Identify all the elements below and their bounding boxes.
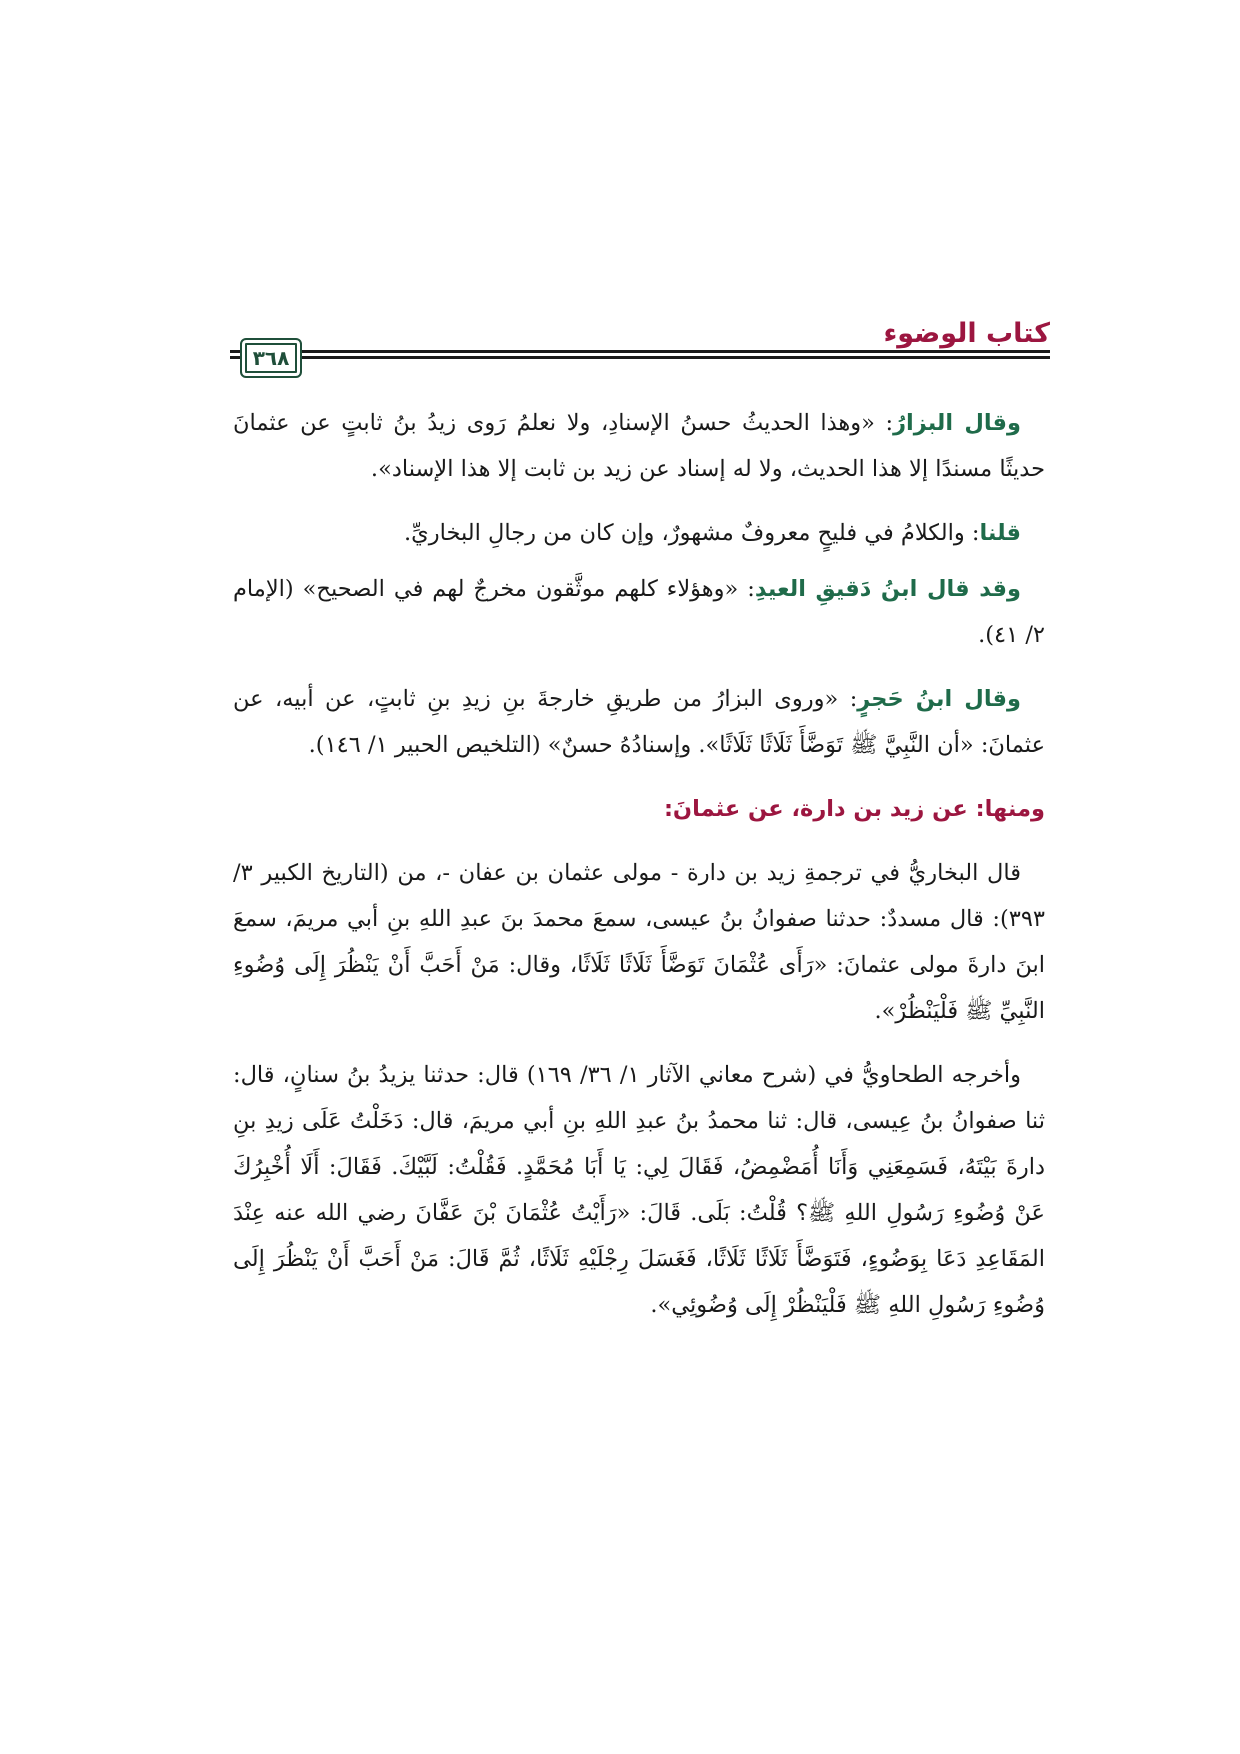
paragraph-text: والكلامُ في فليحٍ معروفٌ مشهورٌ، وإن كان من رجالِ البخاريِّ. [403, 520, 972, 546]
paragraph-text: «وهؤلاء كلهم موثَّقون مخرجٌ لهم في الصحيح» (الإمام ٢/ ٤١). [233, 576, 1045, 648]
page-body [233, 400, 1045, 1346]
paragraph-lead: وقد قال ابنُ دَقيقِ العيدِ [754, 576, 1021, 602]
paragraph-bazzar: وقال البزارُ: «وهذا الحديثُ حسنُ الإسنادِ، ولا نعلمُ رَوى زيدُ بنُ ثابتٍ عن عثمانَ حديثًا مسندًا إلا هذا الحديث، ولا له إسناد عن زيد بن ثابت إلا هذا الإسناد». [233, 410, 1045, 482]
paragraph-lead: قلنا [979, 520, 1021, 546]
paragraph-qulna: قلنا: والكلامُ في فليحٍ معروفٌ مشهورٌ، وإن كان من رجالِ البخاريِّ. [403, 520, 1021, 546]
page-number: ٣٦٨ [252, 346, 290, 370]
paragraph-bukhari: قال البخاريُّ في ترجمةِ زيد بن دارة - مولى عثمان بن عفان -، من (التاريخ الكبير ٣/ ٣٩٣): قال مسددٌ: حدثنا صفوانُ بنُ عيسى، سمعَ محمدَ بنَ عبدِ اللهِ بنِ أبي مريمَ، سمعَ ابنَ دارةَ مولى عثمانَ: «رَأَى عُثْمَانَ تَوَضَّأَ ثَلَاثًا ثَلَاثًا، وقال: مَنْ أَحَبَّ أَنْ يَنْظُرَ إِلَى وُضُوءِ النَّبِيِّ ﷺ فَلْيَنْظُرْ». [233, 860, 1045, 1024]
book-title: كتاب الوضوء [883, 318, 1050, 349]
paragraph-lead: وقال ابنُ حَجرٍ [857, 686, 1021, 712]
paragraph-ibn-daqiq: وقد قال ابنُ دَقيقِ العيدِ: «وهؤلاء كلهم موثَّقون مخرجٌ لهم في الصحيح» (الإمام ٢/ ٤١). [233, 576, 1045, 648]
paragraph-lead: وقال البزارُ [893, 410, 1022, 436]
section-heading: ومنها: عن زيد بن دارة، عن عثمانَ: [663, 796, 1045, 822]
page-number-frame [240, 338, 302, 378]
header-rule-top [270, 350, 1050, 353]
paragraph-tahawi: وأخرجه الطحاويُّ في (شرح معاني الآثار ١/ ٣٦/ ١٦٩) قال: حدثنا يزيدُ بنُ سنانٍ، قال: ثنا صفوانُ بنُ عِيسى، قال: ثنا محمدُ بنُ عبدِ اللهِ بنِ أبي مريمَ، قال: دَخَلْتُ عَلَى زيدِ بنِ دارةَ بَيْتَهُ، فَسَمِعَنِي وَأَنَا أُمَضْمِضُ، فَقَالَ لِي: يَا أَبَا مُحَمَّدٍ. فَقُلْتُ: لَبَّيْكَ. فَقَالَ: أَلَا أُخْبِرُكَ عَنْ وُضُوءِ رَسُولِ اللهِ ﷺ؟ قُلْتُ: بَلَى. قَالَ: «رَأَيْتُ عُثْمَانَ بْنَ عَفَّانَ رضي الله عنه عِنْدَ المَقَاعِدِ دَعَا بِوَضُوءٍ، فَتَوَضَّأَ ثَلَاثًا ثَلَاثًا، فَغَسَلَ رِجْلَيْهِ ثَلَاثًا، ثُمَّ قَالَ: مَنْ أَحَبَّ أَنْ يَنْظُرَ إِلَى وُضُوءِ رَسُولِ اللهِ ﷺ فَلْيَنْظُرْ إِلَى وُضُوئِي». [233, 1062, 1045, 1318]
header-rule-bottom [270, 356, 1050, 359]
paragraph-text: «وهذا الحديثُ حسنُ الإسنادِ، ولا نعلمُ رَوى زيدُ بنُ ثابتٍ عن عثمانَ حديثًا مسندًا إلا هذا الحديث، ولا له إسناد عن زيد بن ثابت إلا هذا الإسناد». [233, 410, 1045, 482]
running-header [230, 312, 1050, 370]
paragraph-ibn-hajar: وقال ابنُ حَجرٍ: «وروى البزارُ من طريقِ خارجةَ بنِ زيدِ بنِ ثابتٍ، عن أبيه، عن عثمانَ: «أن النَّبِيَّ ﷺ تَوَضَّأَ ثَلَاثًا ثَلَاثًا». وإسنادُهُ حسنٌ» (التلخيص الحبير ١/ ١٤٦). [233, 686, 1045, 758]
paragraph-text: «وروى البزارُ من طريقِ خارجةَ بنِ زيدِ بنِ ثابتٍ، عن أبيه، عن عثمانَ: «أن النَّبِيَّ ﷺ تَوَضَّأَ ثَلَاثًا ثَلَاثًا». وإسنادُهُ حسنٌ» (التلخيص الحبير ١/ ١٤٦). [233, 686, 1045, 758]
